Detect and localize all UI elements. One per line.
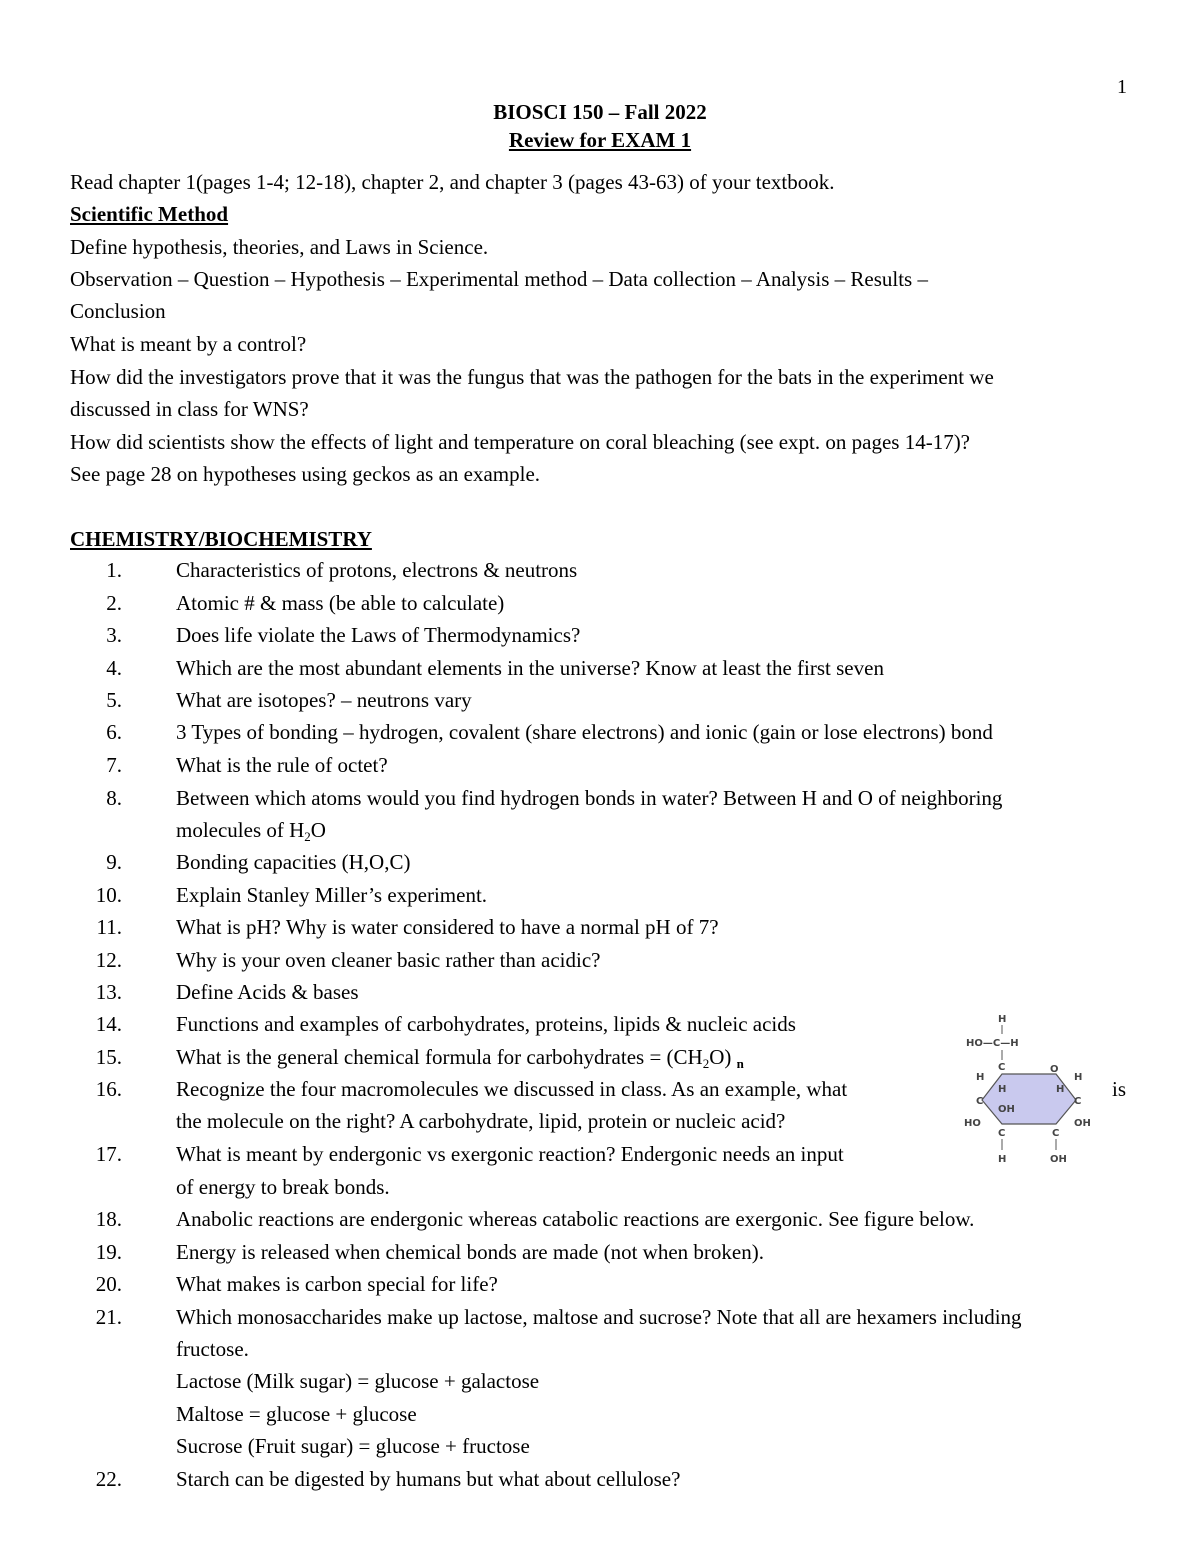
molecule-label: C <box>998 1062 1006 1073</box>
molecule-label: C <box>976 1096 984 1107</box>
molecule-label: OH <box>998 1104 1015 1115</box>
item-number: 14. <box>95 1012 122 1036</box>
chemistry-heading: CHEMISTRY/BIOCHEMISTRY <box>70 527 372 551</box>
item-text: Energy is released when chemical bonds are made (not when broken). <box>176 1240 764 1264</box>
item-number: 15. <box>95 1045 122 1069</box>
item-text: What is pH? Why is water considered to have a normal pH of 7? <box>176 915 719 939</box>
item-text: Recognize the four macromolecules we discussed in class. As an example, what <box>176 1077 848 1101</box>
molecule-label: O <box>1050 1064 1059 1075</box>
item-text: Maltose = glucose + glucose <box>176 1402 417 1426</box>
item-number: 5. <box>106 688 122 712</box>
item-number: 7. <box>106 753 122 777</box>
item-text: What is the rule of octet? <box>176 753 388 777</box>
item-text: Between which atoms would you find hydrogen bonds in water? Between H and O of neighboring <box>176 786 1003 810</box>
molecule-label: H <box>998 1084 1007 1095</box>
sci-line: How did scientists show the effects of light and temperature on coral bleaching (see expt. on pages 14-17)? <box>70 430 971 454</box>
item-number: 19. <box>95 1240 122 1264</box>
item-number: 22. <box>95 1467 122 1491</box>
item-text: Starch can be digested by humans but what about cellulose? <box>176 1467 681 1491</box>
item-text: Bonding capacities (H,O,C) <box>176 850 411 874</box>
molecule-label: OH <box>1074 1118 1091 1129</box>
sci-line: What is meant by a control? <box>70 332 307 356</box>
item-trailing-word: is <box>1112 1077 1127 1101</box>
item-number: 18. <box>95 1207 122 1231</box>
item-text: Which monosaccharides make up lactose, maltose and sucrose? Note that all are hexamers including <box>176 1305 1022 1329</box>
item-number: 21. <box>95 1305 122 1329</box>
molecule-label: C <box>1074 1096 1082 1107</box>
item-text: Atomic # & mass (be able to calculate) <box>176 591 505 615</box>
sci-line: Define hypothesis, theories, and Laws in Science. <box>70 235 489 259</box>
item-text: What makes is carbon special for life? <box>176 1272 498 1296</box>
item-text: Does life violate the Laws of Thermodynamics? <box>176 623 581 647</box>
item-text: Anabolic reactions are endergonic whereas catabolic reactions are exergonic. See figure below. <box>176 1207 975 1231</box>
molecule-label: HO <box>964 1118 981 1129</box>
intro-text: Read chapter 1(pages 1-4; 12-18), chapter 2, and chapter 3 (pages 43-63) of your textbook. <box>70 170 835 194</box>
item-number: 1. <box>106 558 122 582</box>
molecule-label: HO—C—H <box>966 1038 1019 1049</box>
item-number: 9. <box>106 850 122 874</box>
item-number: 10. <box>95 883 122 907</box>
molecule-label: C <box>998 1128 1006 1139</box>
sci-line: discussed in class for WNS? <box>70 397 309 421</box>
sci-line: How did the investigators prove that it was the fungus that was the pathogen for the bats in the experiment we <box>70 365 994 389</box>
sci-line: Observation – Question – Hypothesis – Experimental method – Data collection – Analysis – Results – <box>70 267 928 291</box>
item-text: fructose. <box>176 1337 249 1361</box>
molecule-label: H <box>998 1154 1007 1165</box>
item-text: Why is your oven cleaner basic rather than acidic? <box>176 948 601 972</box>
item-text: the molecule on the right? A carbohydrate, lipid, protein or nucleic acid? <box>176 1109 786 1133</box>
item-text: Characteristics of protons, electrons & neutrons <box>176 558 578 582</box>
molecule-label: H <box>976 1072 985 1083</box>
item-number: 3. <box>106 623 122 647</box>
item-text: What is the general chemical formula for carbohydrates = $(CH_2O)$ $_n$ <box>176 1045 744 1071</box>
page-number: 1 <box>1117 76 1127 98</box>
item-text: Functions and examples of carbohydrates, proteins, lipids & nucleic acids <box>176 1012 796 1036</box>
item-text: Lactose (Milk sugar) = glucose + galactose <box>176 1369 540 1393</box>
item-text: What are isotopes? – neutrons vary <box>176 688 472 712</box>
molecule-label: OH <box>1050 1154 1067 1165</box>
item-number: 11. <box>96 915 122 939</box>
item-number: 4. <box>106 656 122 680</box>
item-number: 16. <box>95 1077 122 1101</box>
item-number: 2. <box>106 591 122 615</box>
sci-line: Conclusion <box>70 299 166 323</box>
item-number: 6. <box>106 720 122 744</box>
item-text: of energy to break bonds. <box>176 1175 390 1199</box>
item-text: Define Acids & bases <box>176 980 359 1004</box>
page-subtitle: Review for EXAM 1 <box>508 128 692 152</box>
sci-line: See page 28 on hypotheses using geckos as an example. <box>70 462 541 486</box>
item-text: Which are the most abundant elements in the universe? Know at least the first seven <box>176 656 884 680</box>
glucose-molecule-diagram <box>958 1012 1098 1172</box>
item-number: 17. <box>95 1142 122 1166</box>
sugar-ring <box>982 1074 1076 1124</box>
molecule-label: C <box>1052 1128 1060 1139</box>
item-text: molecules of $H_2O$ <box>176 818 326 844</box>
item-text: Explain Stanley Miller’s experiment. <box>176 883 488 907</box>
molecule-label: H <box>1074 1072 1083 1083</box>
item-text: 3 Types of bonding – hydrogen, covalent (share electrons) and ionic (gain or lose electrons) bond <box>176 720 993 744</box>
item-text: What is meant by endergonic vs exergonic reaction? Endergonic needs an input <box>176 1142 844 1166</box>
item-number: 13. <box>95 980 122 1004</box>
item-number: 8. <box>106 786 122 810</box>
molecule-label: H <box>1056 1084 1065 1095</box>
scientific-method-heading: Scientific Method <box>70 202 229 226</box>
page-title: BIOSCI 150 – Fall 2022 <box>493 100 707 124</box>
molecule-label: H <box>998 1014 1007 1025</box>
item-number: 20. <box>95 1272 122 1296</box>
item-number: 12. <box>95 948 122 972</box>
item-text: Sucrose (Fruit sugar) = glucose + fructose <box>176 1434 530 1458</box>
